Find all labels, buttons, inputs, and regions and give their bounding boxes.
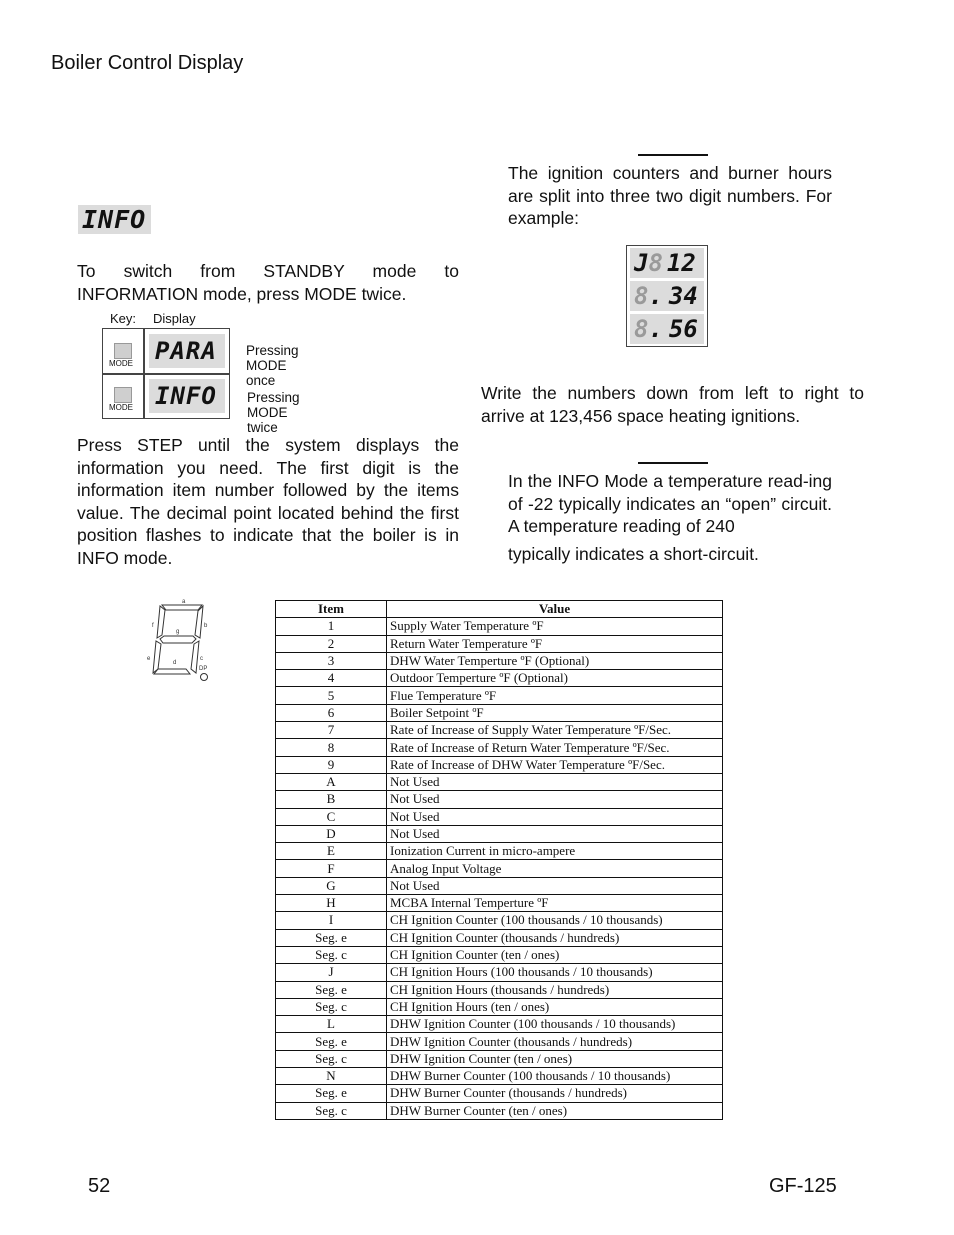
item-cell: 2	[276, 635, 387, 652]
table-row	[276, 652, 723, 669]
value-cell: DHW Burner Counter (thousands / hundreds)	[387, 1085, 723, 1102]
counter-prefix: .	[648, 315, 663, 343]
value-cell: Not Used	[387, 825, 723, 842]
counter-faint-digit: 8	[648, 249, 663, 277]
value-cell: Supply Water Temperature ºF	[387, 618, 723, 635]
item-cell: Seg. c	[276, 1102, 387, 1119]
press-once-caption: Pressing MODE once	[246, 343, 299, 388]
item-column-header: Item	[276, 601, 387, 618]
segment-label-c: c	[200, 656, 203, 662]
segment-label-dp: DP	[199, 666, 208, 672]
segment-label-f: f	[152, 623, 154, 629]
segment-a	[162, 605, 202, 610]
step-paragraph: Press STEP until the system displays the information you need. The first digit is the information item number followed by the items value. The decimal point located behind the first position flashes to indicate that the boiler is in INFO mode.	[77, 435, 459, 568]
value-cell: MCBA Internal Temperture ºF	[387, 895, 723, 912]
value-cell: Outdoor Temperture ºF (Optional)	[387, 670, 723, 687]
display-cell	[144, 374, 230, 419]
item-cell: 9	[276, 756, 387, 773]
table-row	[276, 635, 723, 652]
counter-example-display	[626, 245, 708, 347]
temperature-paragraph: In the INFO Mode a temperature read-ing of -22 typically indicates an “open” circuit. A temperature reading of 240	[508, 471, 832, 536]
value-cell: DHW Burner Counter (ten / ones)	[387, 1102, 723, 1119]
segment-label-g: g	[176, 629, 180, 635]
value-cell: CH Ignition Hours (100 thousands / 10 thousands)	[387, 964, 723, 981]
value-cell: CH Ignition Counter (100 thousands / 10 thousands)	[387, 912, 723, 929]
model-number: GF-125	[769, 1175, 837, 1197]
item-cell: H	[276, 895, 387, 912]
table-row	[276, 1085, 723, 1102]
item-cell: G	[276, 877, 387, 894]
value-cell: DHW Ignition Counter (100 thousands / 10 thousands)	[387, 1016, 723, 1033]
value-cell: CH Ignition Hours (thousands / hundreds)	[387, 981, 723, 998]
counter-value: 12	[666, 249, 696, 277]
info-items-table	[275, 600, 723, 1120]
value-cell: Flue Temperature ºF	[387, 687, 723, 704]
table-row	[276, 825, 723, 842]
item-cell: 4	[276, 670, 387, 687]
short-circuit-paragraph: typically indicates a short-circuit.	[508, 544, 759, 564]
table-row	[276, 964, 723, 981]
counter-row	[630, 314, 704, 344]
item-cell: Seg. e	[276, 981, 387, 998]
item-cell: I	[276, 912, 387, 929]
info-mode-display-text: INFO	[82, 205, 147, 234]
section-rule	[638, 154, 708, 156]
display-label: Display	[153, 311, 196, 326]
table-row	[276, 946, 723, 963]
table-row	[276, 981, 723, 998]
value-cell: Boiler Setpoint ºF	[387, 704, 723, 721]
table-row	[276, 1016, 723, 1033]
value-cell: Not Used	[387, 808, 723, 825]
value-cell: Not Used	[387, 791, 723, 808]
segment-label-d: d	[173, 660, 177, 666]
table-row	[276, 843, 723, 860]
value-cell: Rate of Increase of Return Water Temperature ºF/Sec.	[387, 739, 723, 756]
value-cell: CH Ignition Counter (ten / ones)	[387, 946, 723, 963]
item-cell: N	[276, 1068, 387, 1085]
para-display: PARA	[149, 334, 225, 368]
page-header: Boiler Control Display	[51, 52, 244, 74]
item-cell: Seg. e	[276, 1033, 387, 1050]
item-cell: B	[276, 791, 387, 808]
item-cell: Seg. c	[276, 946, 387, 963]
mode-button	[114, 343, 132, 359]
write-numbers-paragraph: Write the numbers down from left to right to arrive at 123,456 space heating ignitions.	[481, 383, 864, 426]
table-row	[276, 895, 723, 912]
table-row	[276, 670, 723, 687]
item-cell: D	[276, 825, 387, 842]
table-row	[276, 773, 723, 790]
table-row	[276, 722, 723, 739]
table-row	[276, 1102, 723, 1119]
segment-label-a: a	[182, 599, 186, 605]
value-cell: DHW Ignition Counter (thousands / hundreds)	[387, 1033, 723, 1050]
item-cell: E	[276, 843, 387, 860]
value-cell: CH Ignition Counter (thousands / hundreds)	[387, 929, 723, 946]
segment-label-b: b	[204, 623, 208, 629]
value-cell: Ionization Current in micro-ampere	[387, 843, 723, 860]
table-row	[276, 618, 723, 635]
decimal-point	[201, 674, 208, 681]
table-header-row	[276, 601, 723, 618]
item-cell: F	[276, 860, 387, 877]
page-number: 52	[88, 1175, 111, 1197]
table-row	[276, 877, 723, 894]
counter-prefix: .	[648, 282, 663, 310]
value-cell: Analog Input Voltage	[387, 860, 723, 877]
counter-row	[630, 281, 704, 311]
table-row	[276, 860, 723, 877]
segment-c	[191, 641, 199, 673]
item-cell: L	[276, 1016, 387, 1033]
counter-value: 34	[668, 282, 698, 310]
segment-b	[195, 606, 203, 638]
table-row	[276, 998, 723, 1015]
table-row	[276, 808, 723, 825]
segment-d	[154, 669, 190, 674]
value-cell: Not Used	[387, 877, 723, 894]
item-cell: 3	[276, 652, 387, 669]
item-cell: 7	[276, 722, 387, 739]
switch-mode-paragraph: To switch from STANDBY mode to INFORMATION mode, press MODE twice.	[77, 261, 459, 304]
counter-row	[630, 248, 704, 278]
segment-label-e: e	[147, 656, 151, 662]
value-cell: Not Used	[387, 773, 723, 790]
item-cell: A	[276, 773, 387, 790]
counter-value: 56	[668, 315, 698, 343]
value-column-header: Value	[387, 601, 723, 618]
item-cell: 8	[276, 739, 387, 756]
mode-button-label: MODE	[109, 359, 133, 368]
table-row	[276, 739, 723, 756]
item-cell: Seg. e	[276, 1085, 387, 1102]
mode-button-cell	[102, 328, 144, 374]
section-rule	[638, 462, 708, 464]
seven-segment-diagram	[140, 595, 215, 685]
mode-button-cell	[102, 374, 144, 419]
item-cell: 1	[276, 618, 387, 635]
value-cell: CH Ignition Hours (ten / ones)	[387, 998, 723, 1015]
value-cell: Return Water Temperature ºF	[387, 635, 723, 652]
segment-e	[153, 641, 161, 673]
item-cell: J	[276, 964, 387, 981]
press-twice-caption: Pressing MODE twice	[247, 390, 300, 435]
table-row	[276, 1050, 723, 1067]
key-label: Key:	[110, 311, 137, 326]
value-cell: Rate of Increase of DHW Water Temperature ºF/Sec.	[387, 756, 723, 773]
table-row	[276, 687, 723, 704]
item-cell: 6	[276, 704, 387, 721]
segment-g	[160, 636, 196, 643]
counter-faint-digit: 8	[634, 315, 649, 343]
mode-button-label: MODE	[109, 403, 133, 412]
table-row	[276, 756, 723, 773]
info-mode-display	[78, 205, 151, 234]
item-cell: 5	[276, 687, 387, 704]
value-cell: Rate of Increase of Supply Water Temperature ºF/Sec.	[387, 722, 723, 739]
table-row	[276, 912, 723, 929]
counter-faint-digit: 8	[634, 282, 649, 310]
table-row	[276, 1033, 723, 1050]
table-row	[276, 1068, 723, 1085]
segment-f	[157, 606, 165, 638]
counter-prefix: J	[634, 249, 649, 277]
value-cell: DHW Ignition Counter (ten / ones)	[387, 1050, 723, 1067]
table-row	[276, 791, 723, 808]
table-row	[276, 929, 723, 946]
value-cell: DHW Water Temperture ºF (Optional)	[387, 652, 723, 669]
counters-paragraph: The ignition counters and burner hours are split into three two digit numbers. For example:	[508, 163, 832, 228]
table-row	[276, 704, 723, 721]
item-cell: C	[276, 808, 387, 825]
item-cell: Seg. c	[276, 1050, 387, 1067]
item-cell: Seg. e	[276, 929, 387, 946]
mode-button	[114, 387, 132, 403]
display-cell	[144, 328, 230, 374]
item-cell: Seg. c	[276, 998, 387, 1015]
value-cell: DHW Burner Counter (100 thousands / 10 thousands)	[387, 1068, 723, 1085]
info-display: INFO	[149, 379, 225, 413]
